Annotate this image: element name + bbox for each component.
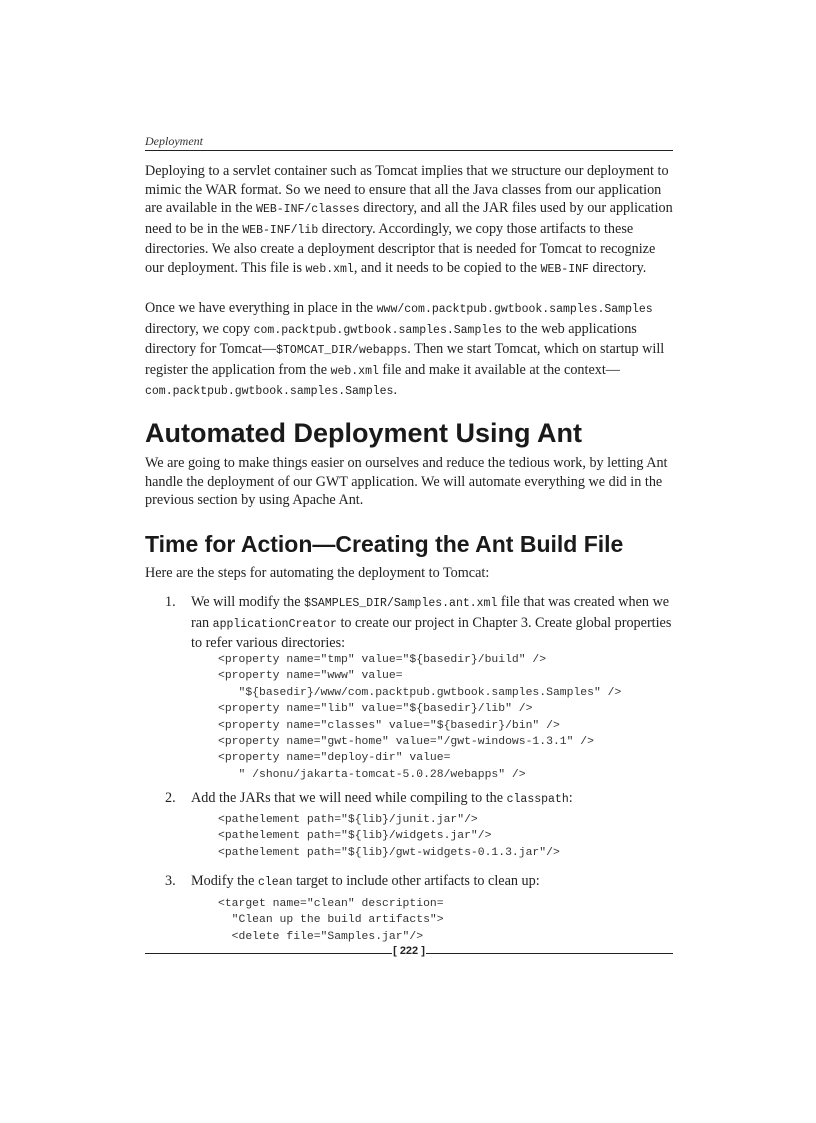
footer-rule-right (426, 953, 673, 954)
footer-rule-left (145, 953, 392, 954)
running-title: Deployment (145, 134, 203, 148)
step-number: 2. (165, 790, 176, 806)
step-3 (165, 872, 673, 893)
paragraph-war-format: Deploying to a servlet container such as Tomcat implies that we structure our deployment to mimic the WAR format. So we need to ensure that all the Java classes from our application are available in the WEB-INF/classes directory, and all the JAR files used by our application need to be in the WEB-INF/lib directory. Accordingly, we copy those artifacts to these directories. We also create a deployment descriptor that is needed for Tomcat to recognize our deployment. This file is web.xml, and it needs to be copied to the WEB-INF directory. (145, 163, 673, 276)
code-block-classpath: <pathelement path="${lib}/junit.jar"/> <pathelement path="${lib}/widgets.jar"/> <pathelement path="${lib}/gwt-widgets-0.1.3.jar"/> (218, 814, 560, 859)
page-number: [ 222 ] (393, 945, 425, 957)
step-2 (165, 789, 673, 810)
section-heading: Automated Deployment Using Ant (145, 418, 583, 448)
step-text: Modify the clean target to include other artifacts to clean up: (191, 873, 540, 889)
step-text: Add the JARs that we will need while compiling to the classpath: (191, 790, 573, 806)
page-footer (145, 945, 673, 961)
action-intro: Here are the steps for automating the deployment to Tomcat: (145, 565, 490, 581)
code-block-properties: <property name="tmp" value="${basedir}/build" /> <property name="www" value= "${basedir}/www/com.packtpub.gwtbook.samples.Samples" /> <property name="lib" value="${basedir}/lib" /> <property name="classes" value="${basedir}/bin" /> <property name="gwt-home" value="/gwt-windows-1.3.1" /> <property name="deploy-dir" value= " /shonu/jakarta-tomcat-5.0.28/webapps" /> (218, 654, 622, 781)
step-number: 1. (165, 594, 176, 610)
paragraph-tomcat-copy: Once we have everything in place in the www/com.packtpub.gwtbook.samples.Samples directory, we copy com.packtpub.gwtbook.samples.Samples to the web applications directory for Tomcat—$TOMCAT_DIR/webapps. Then we start Tomcat, which on startup will register the application from the web.xml file and make it available at the context—com.packtpub.gwtbook.samples.Samples. (145, 300, 665, 399)
step-1 (165, 593, 673, 653)
code-block-clean-target: <target name="clean" description= "Clean up the build artifacts"> <delete file="Samples.jar"/> (218, 898, 444, 943)
action-heading: Time for Action—Creating the Ant Build File (145, 531, 624, 557)
running-header (145, 134, 673, 151)
step-number: 3. (165, 873, 176, 889)
section-body: We are going to make things easier on ourselves and reduce the tedious work, by letting Ant handle the deployment of our GWT application. We will automate everything we did in the previous section by using Apache Ant. (145, 455, 668, 509)
step-text: We will modify the $SAMPLES_DIR/Samples.ant.xml file that was created when we ran applicationCreator to create our project in Chapter 3. Create global properties to refer various directories: (191, 594, 672, 652)
